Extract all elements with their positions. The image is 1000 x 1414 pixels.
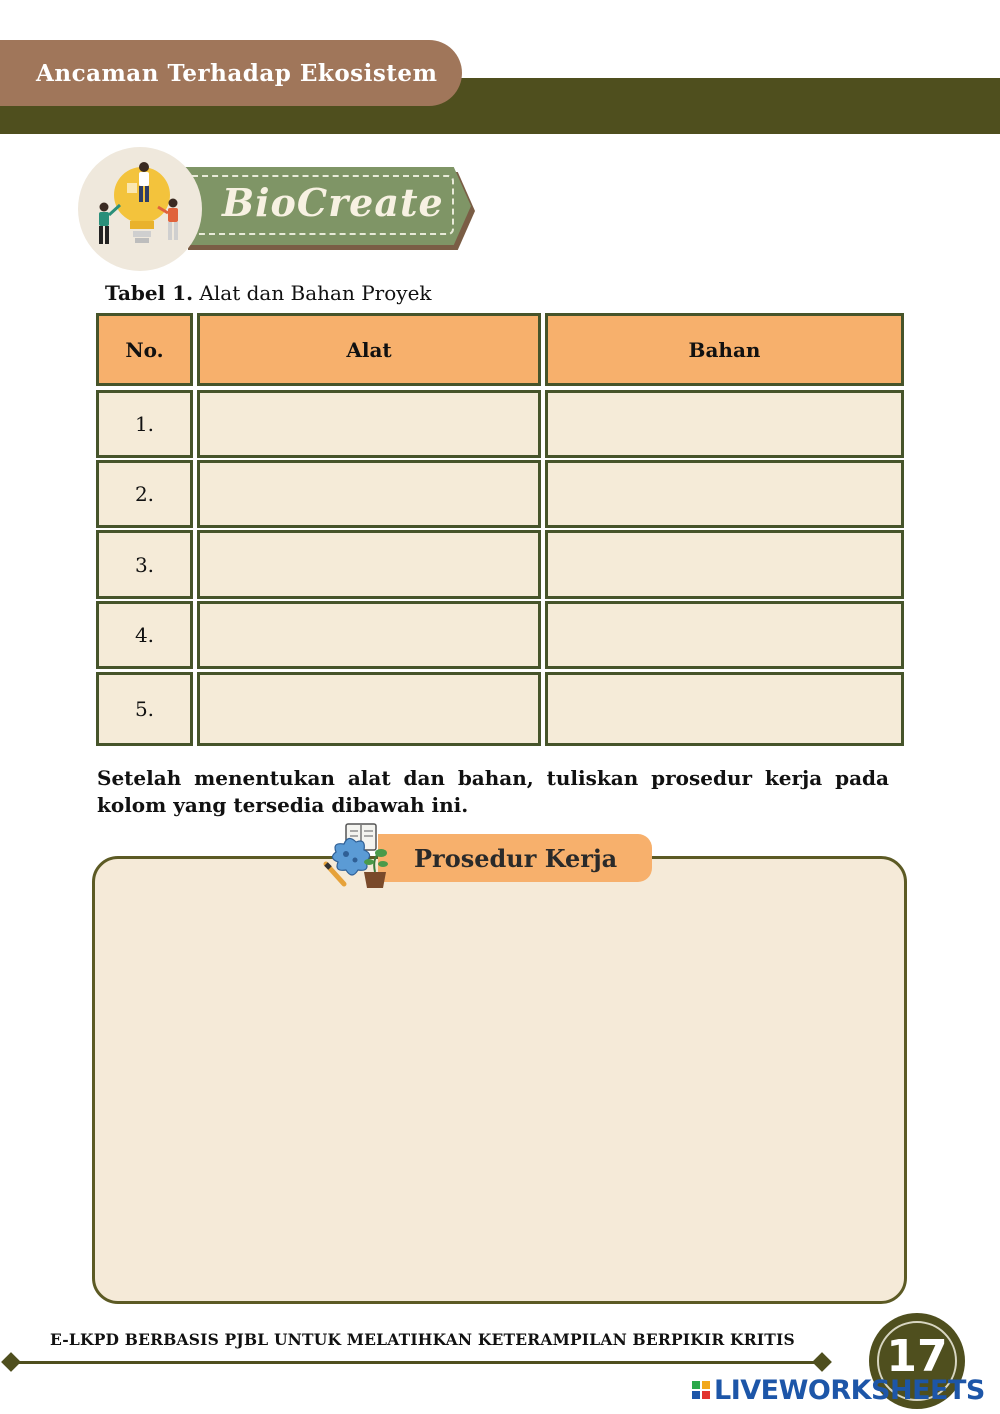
- row-number: 2.: [96, 460, 193, 528]
- table-caption-label: Tabel 1.: [105, 281, 194, 305]
- procedure-answer-box[interactable]: [92, 856, 907, 1304]
- liveworksheets-text: LIVEWORKSHEETS: [714, 1374, 985, 1406]
- table-header-no: No.: [96, 313, 193, 386]
- row-number: 3.: [96, 530, 193, 599]
- chapter-title: Ancaman Terhadap Ekosistem: [36, 59, 438, 87]
- footer-diamond-right: [812, 1352, 832, 1372]
- bahan-input-cell[interactable]: [545, 672, 904, 746]
- lightbulb-people-icon: [78, 147, 202, 271]
- alat-input-cell[interactable]: [197, 530, 541, 599]
- procedure-title-tab: [378, 834, 652, 882]
- footer-text: E-LKPD BERBASIS PJBL UNTUK MELATIHKAN KETERAMPILAN BERPIKIR KRITIS: [50, 1330, 795, 1349]
- table-caption-text: Alat dan Bahan Proyek: [193, 281, 432, 305]
- row-number: 1.: [96, 390, 193, 458]
- row-number: 5.: [96, 672, 193, 746]
- footer-divider: [10, 1361, 822, 1364]
- instruction-text: Setelah menentukan alat dan bahan, tuliskan prosedur kerja pada kolom yang tersedia dibawah ini.: [97, 766, 889, 817]
- row-number: 4.: [96, 601, 193, 669]
- bahan-input-cell[interactable]: [545, 601, 904, 669]
- bahan-input-cell[interactable]: [545, 460, 904, 528]
- badge-illustration: [78, 147, 202, 271]
- badge-label: BioCreate: [222, 180, 444, 225]
- table-header-alat: Alat: [197, 313, 541, 386]
- page-number: 17: [886, 1330, 948, 1382]
- bahan-input-cell[interactable]: [545, 530, 904, 599]
- table-caption: [105, 281, 432, 305]
- alat-input-cell[interactable]: [197, 601, 541, 669]
- table-header-bahan: Bahan: [545, 313, 904, 386]
- liveworksheets-watermark: [692, 1372, 985, 1408]
- science-notes-icon: [322, 822, 394, 892]
- footer-diamond-left: [1, 1352, 21, 1372]
- bahan-input-cell[interactable]: [545, 390, 904, 458]
- header-tab: [0, 40, 462, 106]
- liveworksheets-logo-icon: [692, 1381, 710, 1399]
- alat-input-cell[interactable]: [197, 390, 541, 458]
- alat-input-cell[interactable]: [197, 460, 541, 528]
- alat-input-cell[interactable]: [197, 672, 541, 746]
- procedure-title: Prosedur Kerja: [414, 843, 618, 873]
